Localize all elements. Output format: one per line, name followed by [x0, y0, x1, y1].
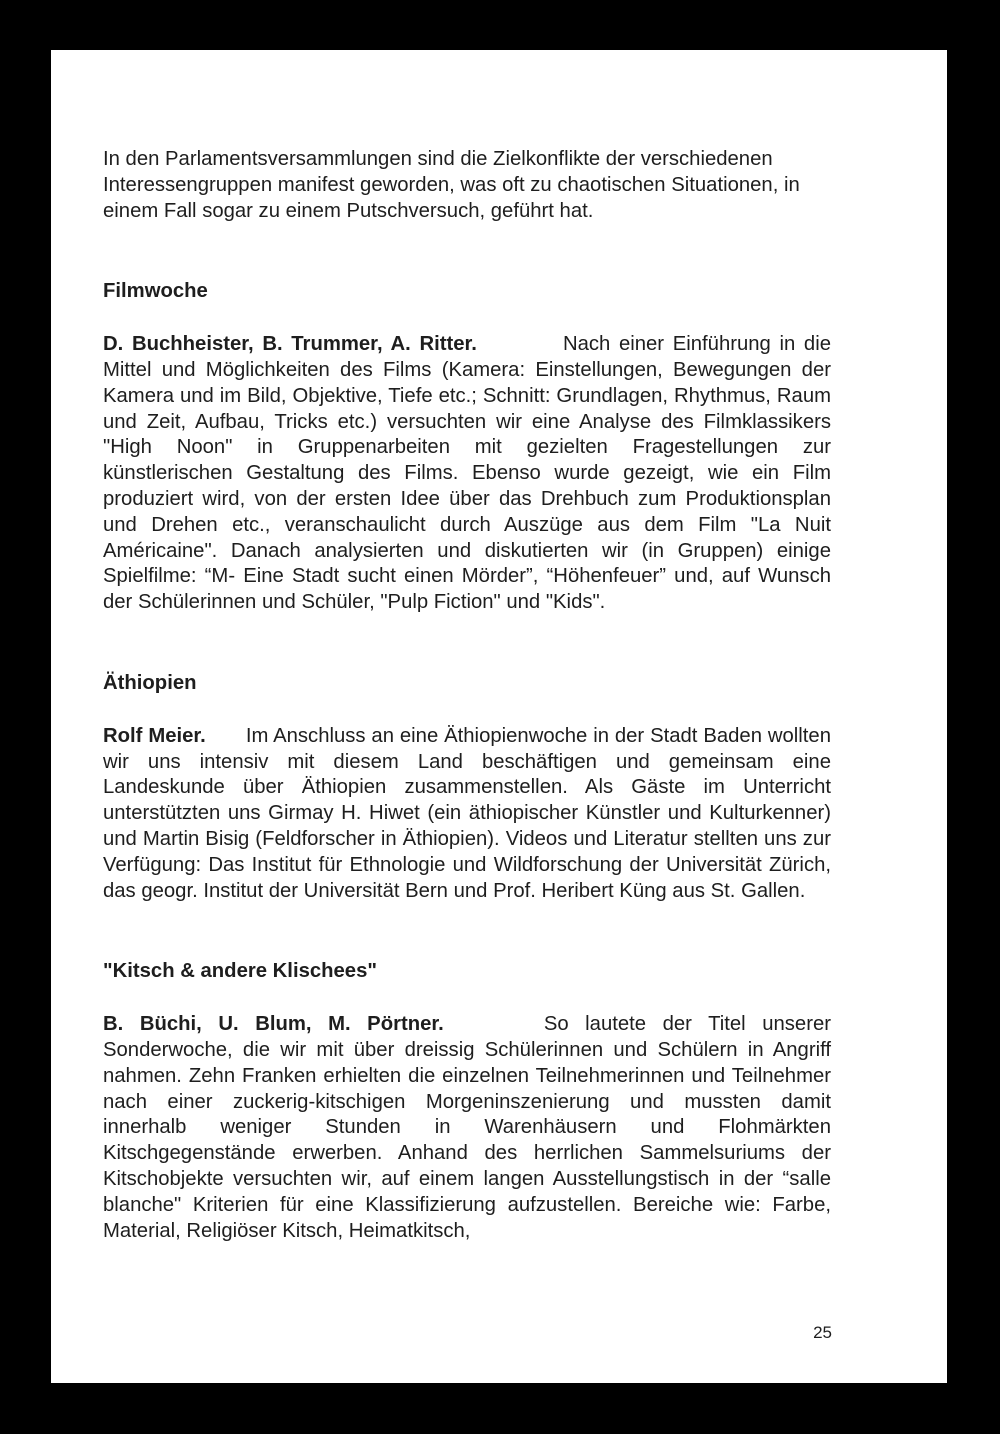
- section-text: Im Anschluss an eine Äthiopienwoche in der Stadt Baden wollten wir uns intensiv mit diesem Land beschäftigen und gemeinsam eine Landeskunde über Äthiopien zusammenstellen. Als Gäste im Unterricht unterstützten uns Girmay H. Hiwet (ein äthiopischer Künstler und Kulturkenner) und Martin Bisig (Feldforscher in Äthiopien). Videos und Literatur stellten uns zur Verfügung: Das Institut für Ethnologie und Wildforschung der Universität Zürich, das geogr. Institut der Universität Bern und Prof. Heribert Küng aus St. Gallen.: [103, 724, 831, 902]
- section-authors: D. Buchheister, B. Trummer, A. Ritter.: [103, 333, 477, 356]
- page-number: 25: [813, 1323, 832, 1342]
- intro-paragraph: In den Parlamentsversammlungen sind die Zielkonflikte der verschiedenen Interessengruppen manifest geworden, was oft zu chaotischen Situationen, in einem Fall sogar zu einem Putschversuch, geführt hat.: [103, 148, 800, 222]
- section-aethiopien: [103, 671, 831, 904]
- section-heading: "Kitsch & andere Klischees": [103, 960, 377, 983]
- section-authors: Rolf Meier.: [103, 724, 206, 747]
- section-text: So lautete der Titel unserer Sonderwoche, die wir mit über dreissig Schülerinnen und Schülern in Angriff nahmen. Zehn Franken erhielten die einzelnen Teilnehmerinnen und Teilnehmer nach einer zuckerig-kitschigen Morgeninszenierung und mussten damit innerhalb weniger Stunden in Warenhäusern und Flohmärkten Kitschgegenstände erwerben. Anhand des herrlichen Sammelsuriums der Kitschobjekte versuchten wir, auf einem langen Ausstellungstisch in der “salle blanche" Kriterien für eine Klassifizierung aufzustellen. Bereiche wie: Farbe, Material, Religiöser Kitsch, Heimatkitsch,: [103, 1013, 831, 1242]
- section-text: Nach einer Einführung in die Mittel und Möglichkeiten des Films (Kamera: Einstellungen, Bewegungen der Kamera und im Bild, Objektive, Tiefe etc.; Schnitt: Grundlagen, Rhythmus, Raum und Zeit, Aufbau, Tricks etc.) versuchten wir eine Analyse des Filmklassikers "High Noon" in Gruppenarbeiten mit gezielten Fragestellungen zur künstlerischen Gestaltung des Films. Ebenso wurde gezeigt, wie ein Film produziert wird, von der ersten Idee über das Drehbuch zum Produktionsplan und Drehen etc., veranschaulicht durch Auszüge aus dem Film "La Nuit Américaine". Danach analysierten und diskutierten wir (in Gruppen) einige Spielfilme: “M- Eine Stadt sucht einen Mörder”, “Höhenfeuer” und, auf Wunsch der Schülerinnen und Schüler, "Pulp Fiction" und "Kids".: [103, 333, 831, 614]
- page-content: [103, 147, 831, 1244]
- section-paragraph: [103, 724, 831, 905]
- section-kitsch: [103, 959, 831, 1244]
- section-heading: Filmwoche: [103, 280, 208, 303]
- section-paragraph: [103, 332, 831, 616]
- section-paragraph: [103, 1012, 831, 1244]
- section-filmwoche: [103, 279, 831, 616]
- section-heading: Äthiopien: [103, 671, 197, 694]
- document-page: [51, 50, 947, 1383]
- section-authors: B. Büchi, U. Blum, M. Pörtner.: [103, 1013, 444, 1036]
